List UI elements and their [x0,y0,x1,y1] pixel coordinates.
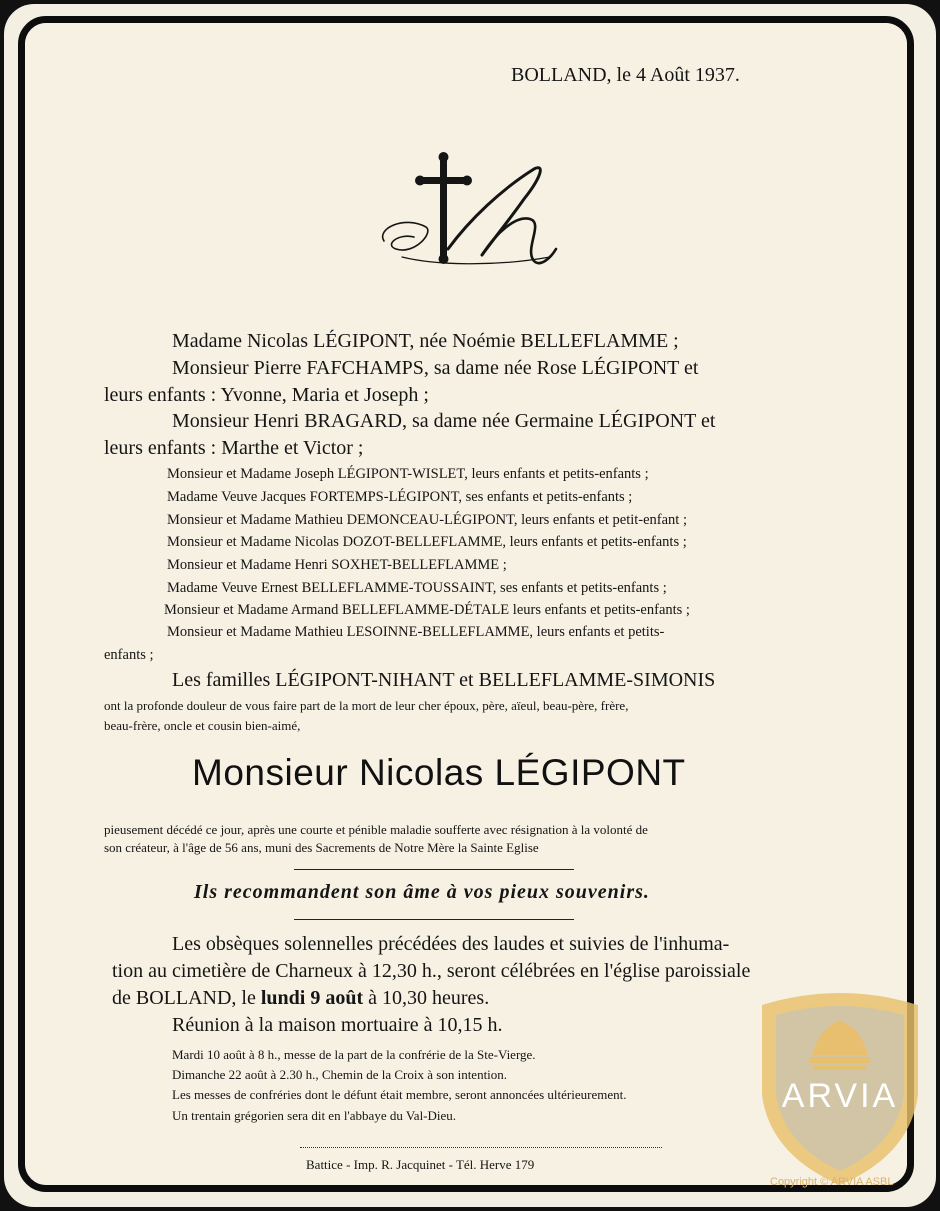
place-date: BOLLAND, le 4 Août 1937. [511,64,740,86]
recommendation: Ils recommandent son âme à vos pieux souvenirs. [194,881,650,903]
mass-line: Mardi 10 août à 8 h., messe de la part de la confrérie de la Ste-Vierge. [172,1047,536,1062]
announcement-line: ont la profonde douleur de vous faire part de la mort de leur cher époux, père, aïeul, beau-père, frère, [104,698,629,713]
relative-line: Monsieur et Madame Nicolas DOZOT-BELLEFLAMME, leurs enfants et petits-enfants ; [167,534,687,550]
gathering-line: Réunion à la maison mortuaire à 10,15 h. [172,1014,503,1036]
relative-line: enfants ; [104,647,154,663]
monogram [374,149,564,279]
funeral-date: lundi 9 août [260,987,364,1009]
relative-line: Monsieur et Madame Mathieu DEMONCEAU-LÉGIPONT, leurs enfants et petit-enfant ; [167,512,687,528]
divider [294,869,574,870]
funeral-date-pre: de BOLLAND, le [112,987,261,1009]
funeral-line: tion au cimetière de Charneux à 12,30 h., seront célébrées en l'église paroissiale [112,960,751,982]
death-details-line: pieusement décédé ce jour, après une courte et pénible maladie soufferte avec résignation à la volonté de [104,822,648,837]
mourner-line: Madame Nicolas LÉGIPONT, née Noémie BELLEFLAMME ; [172,330,679,352]
relative-line: Madame Veuve Jacques FORTEMPS-LÉGIPONT, ses enfants et petits-enfants ; [167,489,633,505]
funeral-line [112,987,489,1010]
printer-line: Battice - Imp. R. Jacquinet - Tél. Herve 179 [306,1157,535,1172]
mass-line: Dimanche 22 août à 2.30 h., Chemin de la Croix à son intention. [172,1067,508,1082]
mass-line: Un trentain grégorien sera dit en l'abbaye du Val-Dieu. [172,1108,457,1123]
mourner-line: leurs enfants : Marthe et Victor ; [104,437,364,459]
watermark-copyright: Copyright © ARVIA ASBL [770,1176,894,1188]
relative-line: Monsieur et Madame Mathieu LESOINNE-BELLEFLAMME, leurs enfants et petits- [167,624,665,640]
printer-divider [300,1147,662,1148]
relative-line: Monsieur et Madame Joseph LÉGIPONT-WISLET, leurs enfants et petits-enfants ; [167,466,649,482]
families-line: Les familles LÉGIPONT-NIHANT et BELLEFLAMME-SIMONIS [172,669,716,691]
mourner-line: Monsieur Henri BRAGARD, sa dame née Germaine LÉGIPONT et [172,410,716,432]
arvia-logo-text: ARVIA [781,1077,899,1115]
relative-line: Monsieur et Madame Henri SOXHET-BELLEFLAMME ; [167,557,507,573]
relative-line: Madame Veuve Ernest BELLEFLAMME-TOUSSAINT, ses enfants et petits-enfants ; [167,580,667,596]
deceased-name: Monsieur Nicolas LÉGIPONT [192,752,686,793]
funeral-date-post: à 10,30 heures. [363,987,490,1009]
funeral-line: Les obsèques solennelles précédées des laudes et suivies de l'inhuma- [172,933,730,955]
mourner-line: Monsieur Pierre FAFCHAMPS, sa dame née Rose LÉGIPONT et [172,357,699,379]
divider [294,919,574,920]
death-details-line: son créateur, à l'âge de 56 ans, muni des Sacrements de Notre Mère la Sainte Eglise [104,840,539,855]
relative-line: Monsieur et Madame Armand BELLEFLAMME-DÉTALE leurs enfants et petits-enfants ; [164,602,690,618]
cross-icon [415,152,472,264]
mourner-line: leurs enfants : Yvonne, Maria et Joseph ; [104,384,429,406]
arvia-watermark [750,985,930,1195]
announcement-line: beau-frère, oncle et cousin bien-aimé, [104,718,301,733]
mass-line: Les messes de confréries dont le défunt était membre, seront annoncées ultérieurement. [172,1087,627,1102]
